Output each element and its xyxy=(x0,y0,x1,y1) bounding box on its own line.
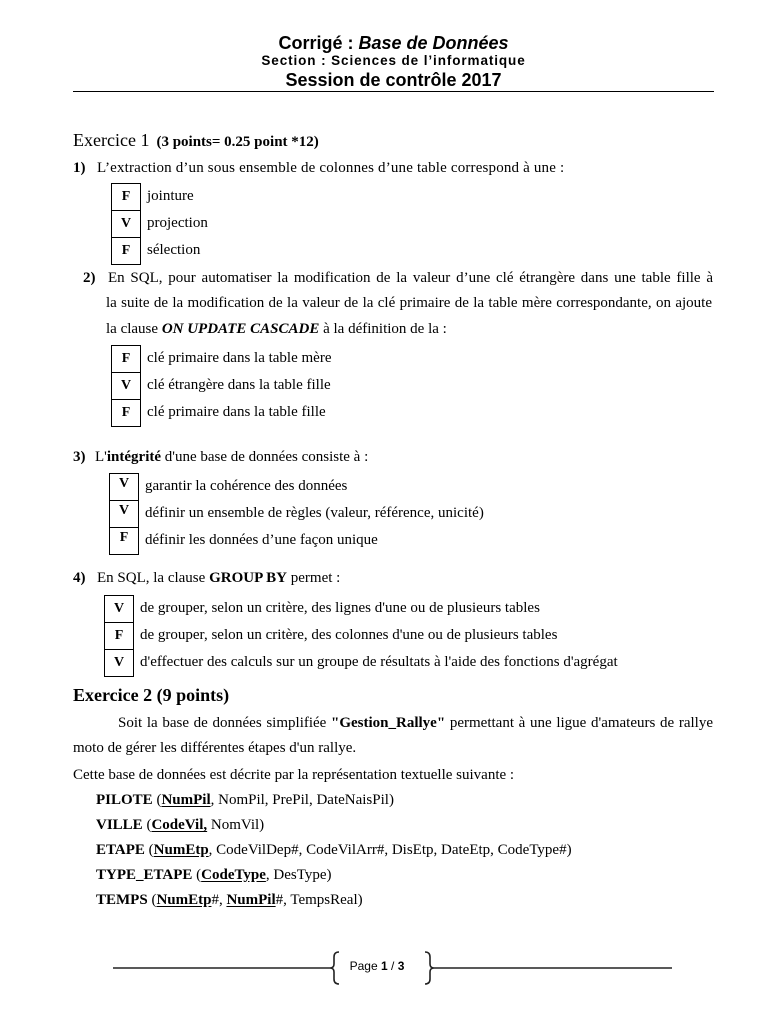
answer-mark: V xyxy=(111,372,141,399)
relation-attributes: ( xyxy=(147,892,157,908)
answer-mark: F xyxy=(109,527,139,555)
intro-suffix: permettant à une ligue d'amateurs de rallye xyxy=(445,715,714,731)
answer-mark: V xyxy=(109,500,139,527)
answer-row xyxy=(111,237,208,264)
page-separator: / xyxy=(391,959,395,973)
answer-row xyxy=(109,500,484,527)
question-1-answers xyxy=(111,183,208,264)
answer-label: définir un ensemble de règles (valeur, référence, unicité) xyxy=(145,505,484,521)
answer-row xyxy=(111,399,332,426)
answer-row xyxy=(111,345,332,372)
question-4-keyword: GROUP BY xyxy=(209,570,287,586)
relation-attributes: ( xyxy=(142,817,152,833)
relation-temps xyxy=(96,890,363,910)
exercise-1-heading xyxy=(73,129,319,151)
relation-attributes: , DesType) xyxy=(265,867,332,883)
question-2-number: 2) xyxy=(83,270,96,286)
question-4-text-suffix: permet : xyxy=(287,570,341,586)
question-3-text-prefix: L' xyxy=(95,449,107,465)
answer-mark: V xyxy=(111,210,141,237)
header-divider xyxy=(73,91,714,92)
question-3-number: 3) xyxy=(73,449,86,465)
session-line: Session de contrôle 2017 xyxy=(285,70,502,90)
answer-mark: F xyxy=(111,237,141,265)
question-4-text xyxy=(97,568,340,588)
relation-name: VILLE xyxy=(96,817,143,833)
answer-mark: F xyxy=(104,622,134,649)
current-page: 1 xyxy=(380,959,388,973)
relation-name: PILOTE xyxy=(96,792,153,808)
relation-attributes: , NomPil, PrePil, DateNaisPil) xyxy=(210,792,394,808)
relation-attributes: #, xyxy=(211,892,227,908)
relation-pilote xyxy=(96,790,394,810)
question-4-answers xyxy=(104,595,618,676)
relation-ville xyxy=(96,815,264,835)
exercise-2-description: Cette base de données est décrite par la représentation textuelle suivante : xyxy=(73,767,515,783)
answer-label: clé primaire dans la table fille xyxy=(147,404,326,420)
answer-row xyxy=(111,183,208,210)
right-brace-icon xyxy=(425,952,434,984)
answer-mark: V xyxy=(109,473,139,500)
question-2-clause-prefix: la clause xyxy=(106,321,162,337)
answer-label: garantir la cohérence des données xyxy=(145,478,348,494)
intro-prefix: Soit la base de données simplifiée xyxy=(118,715,332,731)
question-4-number: 4) xyxy=(73,570,86,586)
relation-name: TEMPS xyxy=(96,892,148,908)
relation-attributes: ( xyxy=(144,842,154,858)
relation-attributes: , CodeVilDep#, CodeVilArr#, DisEtp, DateEtp, CodeType#) xyxy=(208,842,572,858)
answer-label: clé primaire dans la table mère xyxy=(147,350,332,366)
relation-name: TYPE_ETAPE xyxy=(96,867,193,883)
question-3-text-suffix: d'une base de données consiste à : xyxy=(161,449,369,465)
relation-type-etape xyxy=(96,865,332,885)
relation-attributes: #, TempsReal) xyxy=(275,892,363,908)
primary-key: NumEtp xyxy=(156,892,212,908)
question-2-text-line-3 xyxy=(106,319,447,339)
exercise-1-title: Exercice 1 xyxy=(73,130,150,150)
answer-label: définir les données d’une façon unique xyxy=(145,532,378,548)
question-1-text: L’extraction d’un sous ensemble de colonnes d’une table correspond à une : xyxy=(97,160,565,176)
primary-key: CodeType xyxy=(201,867,266,883)
title-prefix: Corrigé : xyxy=(278,33,359,53)
question-3-keyword: intégrité xyxy=(106,449,162,465)
title-subject: Base de Données xyxy=(358,33,509,53)
answer-label: clé étrangère dans la table fille xyxy=(147,377,331,393)
answer-row xyxy=(104,622,618,649)
relation-attributes: ( xyxy=(192,867,202,883)
answer-row xyxy=(111,372,332,399)
exercise-1-points: (3 points= 0.25 point *12) xyxy=(156,134,319,150)
total-pages: 3 xyxy=(397,959,405,973)
page-label: Page xyxy=(349,959,378,973)
relation-attributes: ( xyxy=(152,792,162,808)
document-title xyxy=(73,33,714,53)
answer-label: projection xyxy=(147,215,208,231)
relation-name: ETAPE xyxy=(96,842,145,858)
database-name: "Gestion_Rallye" xyxy=(331,715,446,731)
answer-row xyxy=(111,210,208,237)
question-1-number: 1) xyxy=(73,160,86,176)
answer-row xyxy=(109,473,484,500)
section-line: Section : Sciences de l’informatique xyxy=(261,53,526,68)
question-3-text xyxy=(95,447,368,467)
answer-label: jointure xyxy=(147,188,194,204)
answer-mark: F xyxy=(111,345,141,372)
answer-label: sélection xyxy=(147,242,201,258)
answer-mark: F xyxy=(111,399,141,427)
answer-mark: V xyxy=(104,595,134,622)
answer-label: d'effectuer des calculs sur un groupe de résultats à l'aide des fonctions d'agrégat xyxy=(140,654,618,670)
answer-row xyxy=(109,527,484,554)
answer-mark: V xyxy=(104,649,134,677)
question-2-text-line-2: la suite de la modification de la valeur de la clé primaire de la table mère correspondante, on ajoute xyxy=(106,295,712,311)
answer-row xyxy=(104,649,618,676)
answer-row xyxy=(104,595,618,622)
primary-key: CodeVil, xyxy=(151,817,208,833)
exercise-2-intro-line-2: moto de gérer les différentes étapes d'un rallye. xyxy=(73,740,357,756)
question-2-clause-suffix: à la définition de la : xyxy=(319,321,447,337)
primary-key: NumPil xyxy=(226,892,276,908)
question-3-answers xyxy=(109,473,484,554)
relation-etape xyxy=(96,840,572,860)
answer-mark: F xyxy=(111,183,141,210)
primary-key: NumEtp xyxy=(153,842,209,858)
question-2-sql-keyword: ON UPDATE CASCADE xyxy=(161,321,320,337)
page-number xyxy=(330,958,424,974)
exercise-2-title: Exercice 2 (9 points) xyxy=(73,685,230,705)
question-2-text-line-1: En SQL, pour automatiser la modification de la valeur d’une clé étrangère dans une table fille à xyxy=(108,270,713,286)
primary-key: NumPil xyxy=(161,792,211,808)
question-4-text-prefix: En SQL, la clause xyxy=(97,570,210,586)
answer-label: de grouper, selon un critère, des colonnes d'une ou de plusieurs tables xyxy=(140,627,558,643)
answer-label: de grouper, selon un critère, des lignes d'une ou de plusieurs tables xyxy=(140,600,540,616)
exercise-2-intro-line-1 xyxy=(118,713,713,733)
question-2-answers xyxy=(111,345,332,426)
relation-attributes: NomVil) xyxy=(207,817,265,833)
